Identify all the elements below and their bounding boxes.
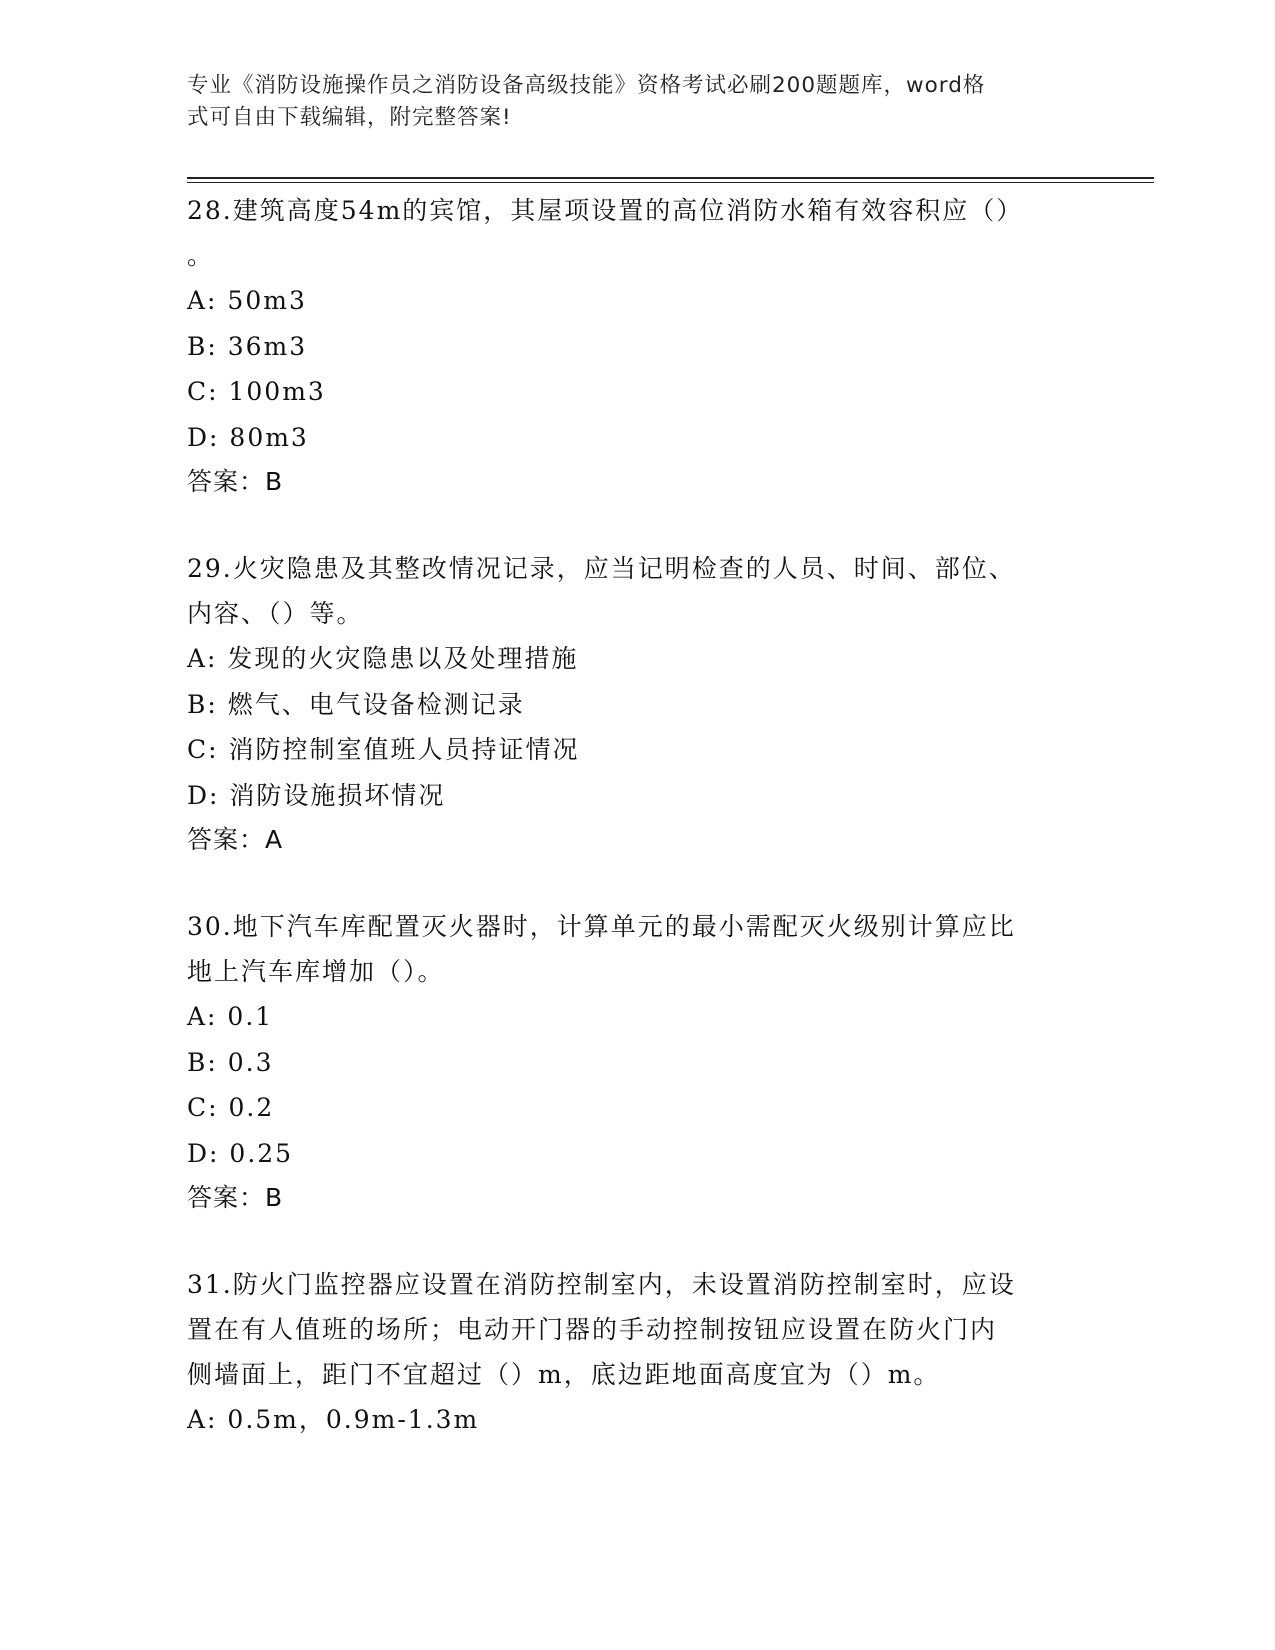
option-c: C: 0.2 bbox=[187, 1093, 275, 1122]
header-line-2: 式可自由下载编辑，附完整答案! bbox=[187, 105, 512, 130]
question-30 bbox=[187, 904, 1087, 1220]
option-d: D: 80m3 bbox=[187, 422, 309, 452]
answer: 答案：A bbox=[187, 825, 284, 854]
option-d: D: 0.25 bbox=[187, 1138, 294, 1168]
document-header bbox=[187, 70, 1067, 134]
question-stem-line: 28.建筑高度54m的宾馆，其屋项设置的高位消防水箱有效容积应（） bbox=[187, 196, 1024, 225]
option-a: A: 50m3 bbox=[187, 286, 307, 315]
header-line-1: 专业《消防设施操作员之消防设备高级技能》资格考试必刷200题题库，word格 bbox=[187, 73, 986, 98]
option-a: A: 发现的火灾隐患以及处理措施 bbox=[187, 644, 579, 673]
question-spacer bbox=[187, 862, 1087, 904]
option-b: B: 燃气、电气设备检测记录 bbox=[187, 689, 525, 719]
question-stem-line: 内容、（）等。 bbox=[187, 599, 364, 628]
header-rule-thin bbox=[187, 182, 1154, 183]
question-spacer bbox=[187, 1220, 1087, 1262]
option-a: A: 0.5m，0.9m-1.3m bbox=[187, 1405, 480, 1434]
question-list bbox=[187, 188, 1087, 1443]
question-stem-line: 侧墙面上，距门不宜超过（）m，底边距地面高度宜为（）m。 bbox=[187, 1360, 941, 1389]
answer: 答案：B bbox=[187, 467, 284, 496]
question-stem-line: 。 bbox=[187, 241, 215, 270]
option-b: B: 36m3 bbox=[187, 331, 308, 361]
question-stem-line: 置在有人值班的场所；电动开门器的手动控制按钮应设置在防火门内 bbox=[187, 1315, 998, 1344]
option-a: A: 0.1 bbox=[187, 1002, 274, 1031]
header-rule-thick bbox=[187, 177, 1154, 179]
question-stem-line: 29.火灾隐患及其整改情况记录，应当记明检查的人员、时间、部位、 bbox=[187, 554, 1016, 583]
option-c: C: 100m3 bbox=[187, 377, 326, 406]
question-28 bbox=[187, 188, 1087, 504]
question-29 bbox=[187, 546, 1087, 862]
question-spacer bbox=[187, 504, 1087, 546]
question-31 bbox=[187, 1262, 1087, 1443]
option-c: C: 消防控制室值班人员持证情况 bbox=[187, 735, 580, 764]
option-d: D: 消防设施损坏情况 bbox=[187, 780, 446, 810]
answer: 答案：B bbox=[187, 1183, 284, 1212]
question-stem-line: 地上汽车库增加（）。 bbox=[187, 957, 445, 986]
question-stem-line: 30.地下汽车库配置灭火器时，计算单元的最小需配灭火级别计算应比 bbox=[187, 912, 1016, 941]
question-stem-line: 31.防火门监控器应设置在消防控制室内，未设置消防控制室时，应设 bbox=[187, 1270, 1016, 1299]
option-b: B: 0.3 bbox=[187, 1047, 274, 1077]
